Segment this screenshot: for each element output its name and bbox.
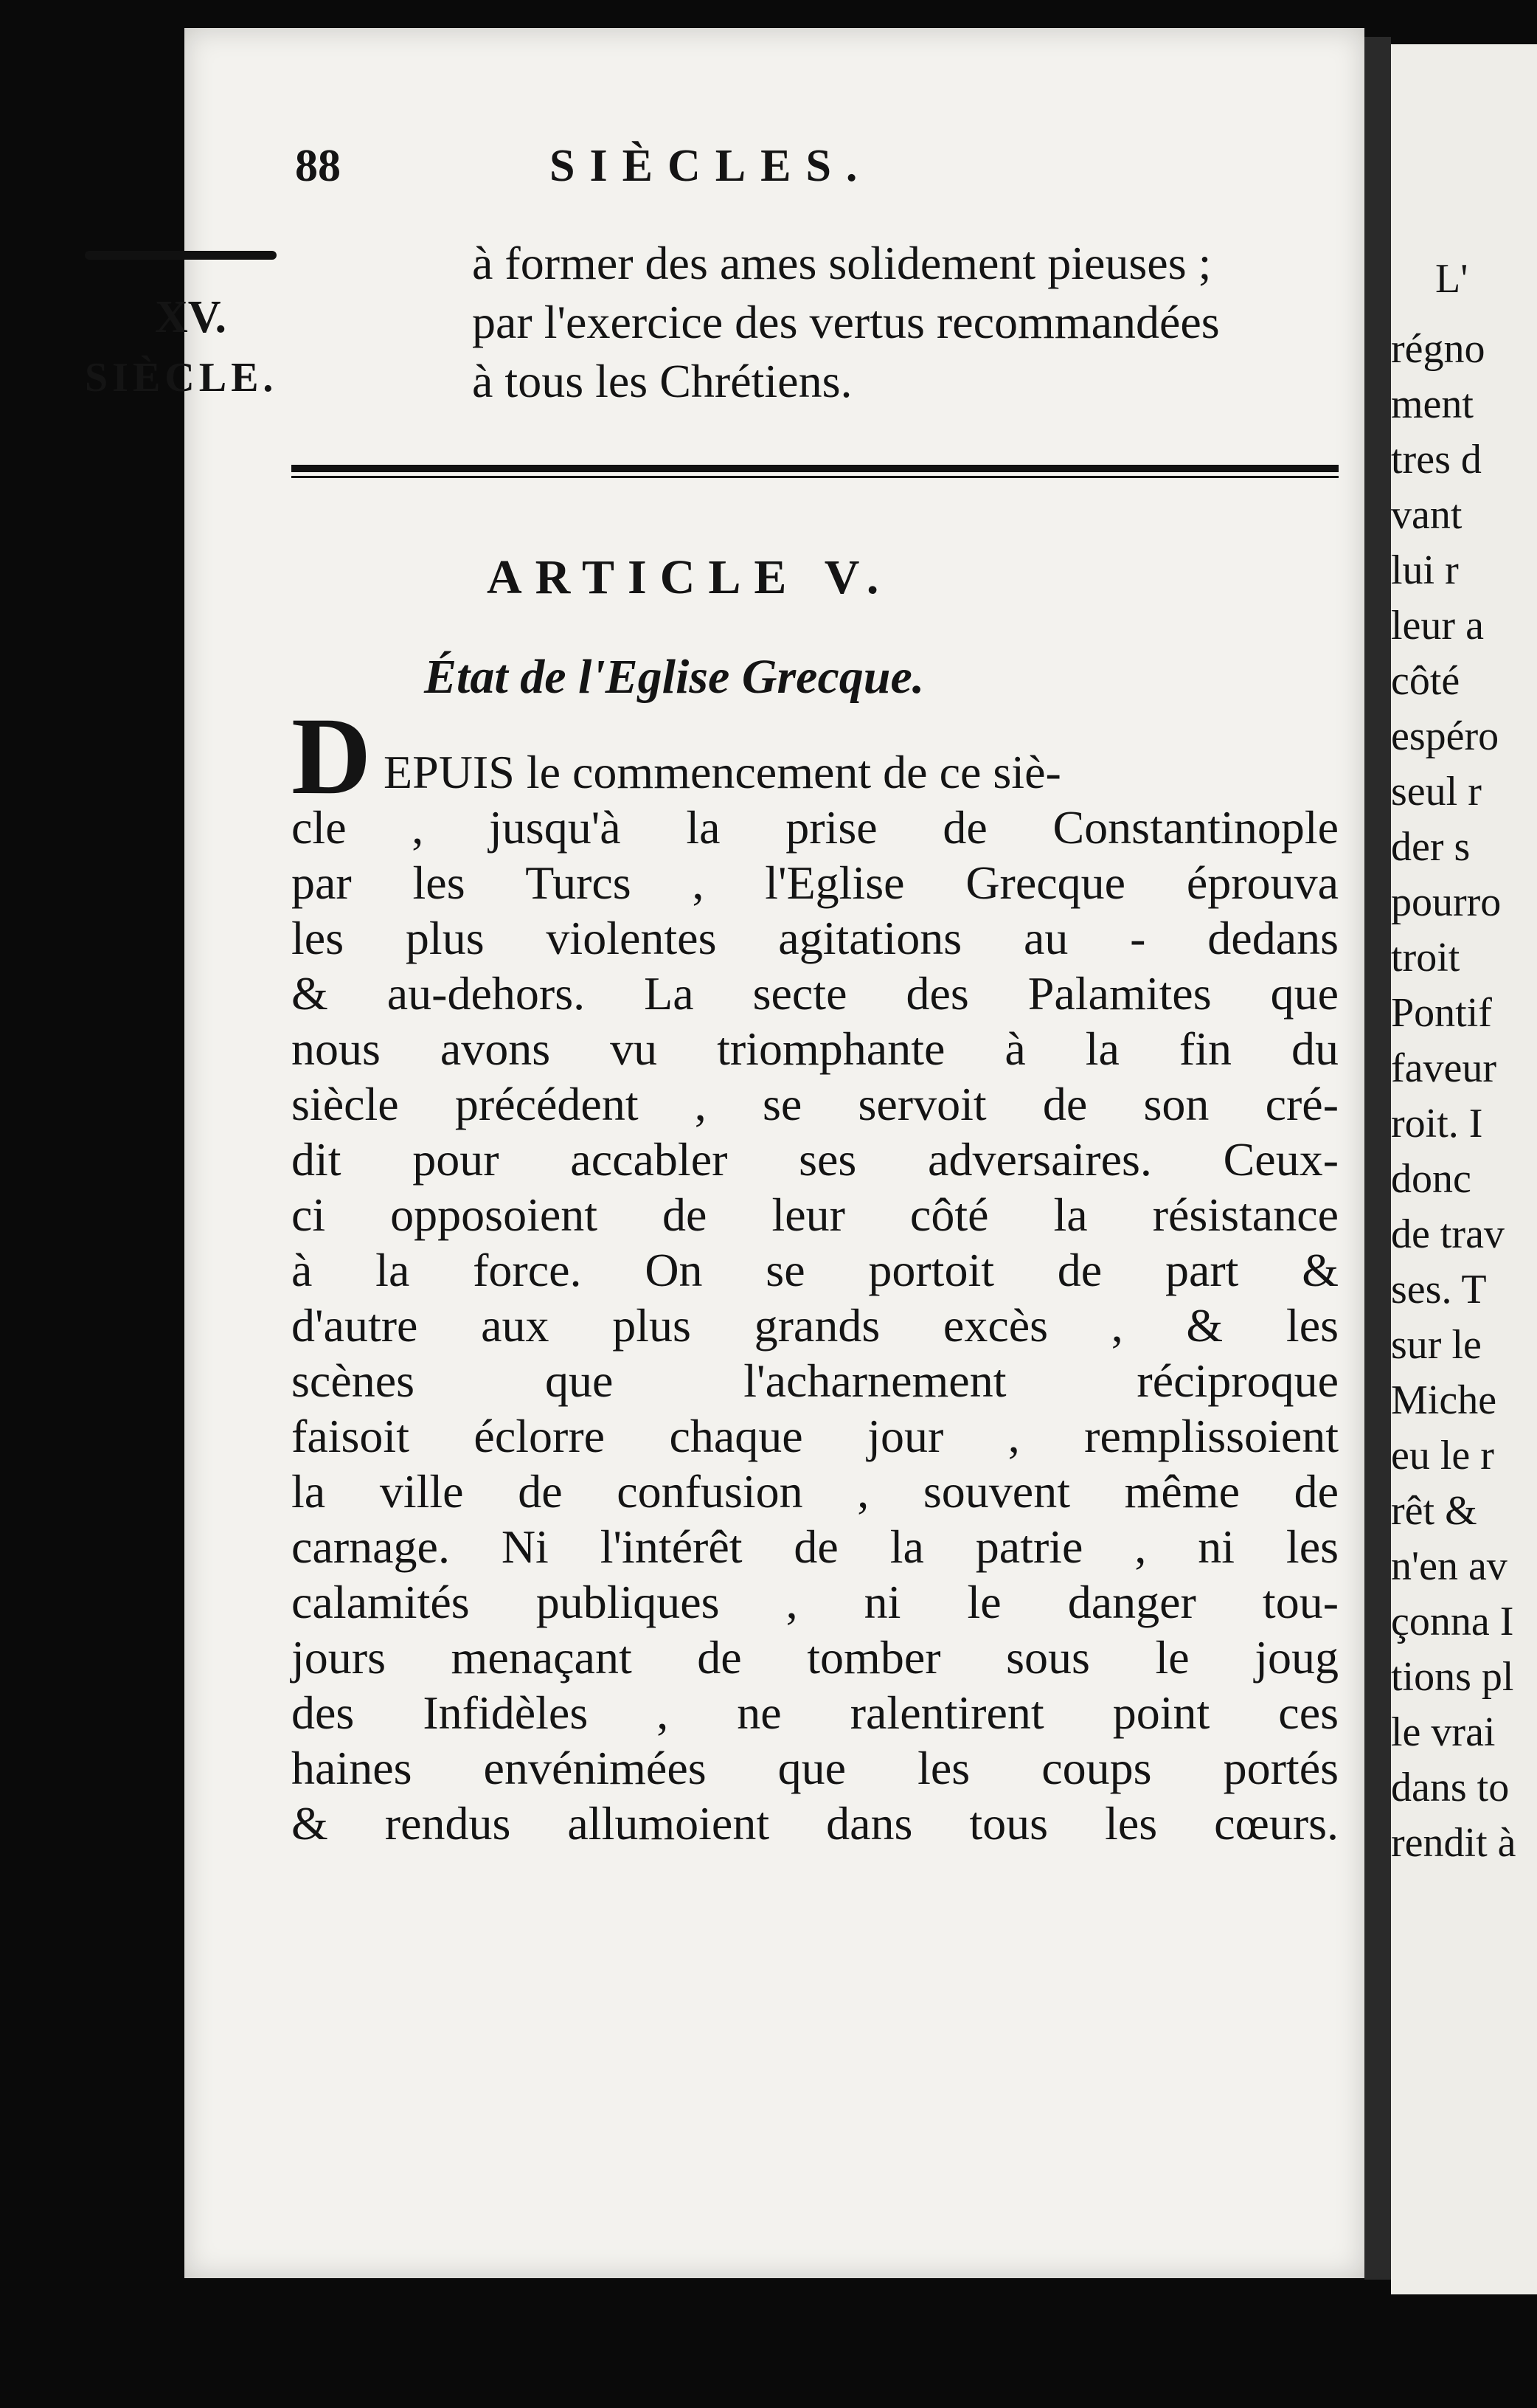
body-line: jours menaçant de tomber sous le joug [291,1631,1339,1684]
margin-rule [85,251,277,260]
facing-page-line: tions pl [1391,1654,1514,1700]
facing-page-line: rendit à [1391,1820,1516,1866]
body-line: faisoit éclorre chaque jour , remplissoient [291,1410,1339,1462]
facing-page-line: côté [1391,658,1460,704]
facing-page [1391,44,1537,2294]
facing-page-line: seul r [1391,769,1482,814]
body-line: & au-dehors. La secte des Palamites que [291,967,1339,1020]
facing-page-line: roit. I [1391,1101,1483,1146]
facing-page-line: donc [1391,1156,1471,1202]
drop-cap: D [291,695,372,817]
body-line: les plus violentes agitations au - dedans [291,912,1339,964]
body-line: haines envénimées que les coups portés [291,1742,1339,1794]
facing-page-line: faveur [1391,1045,1497,1091]
body-line: d'autre aux plus grands excès , & les [291,1299,1339,1352]
facing-page-line: eu le r [1391,1433,1494,1478]
facing-page-line: pourro [1391,879,1502,925]
opening-line: à tous les Chrétiens. [472,355,853,407]
facing-page-line: le vrai [1391,1709,1496,1755]
running-title: SIÈCLES. [549,141,872,191]
facing-page-line: leur a [1391,603,1484,648]
body-line: calamités publiques , ni le danger tou- [291,1576,1339,1628]
facing-page-line: tres d [1391,437,1482,482]
article-subtitle: État de l'Eglise Grecque. [424,650,925,704]
facing-page-line: régno [1391,326,1485,372]
facing-page-line: Miche [1391,1377,1497,1423]
facing-page-line: espéro [1391,713,1499,759]
body-line: ci opposoient de leur côté la résistance [291,1189,1339,1241]
facing-page-line: der s [1391,824,1471,870]
facing-page-line: dans to [1391,1765,1510,1810]
facing-page-line: ses. T [1391,1267,1487,1312]
margin-century: XV. [155,292,227,342]
facing-page-line: L' [1435,256,1468,302]
facing-page-line: n'en av [1391,1543,1507,1589]
body-line: à la force. On se portoit de part & [291,1244,1339,1296]
opening-line: par l'exercice des vertus recommandées [472,296,1220,348]
body-first-line: EPUIS le commencement de ce siè- [384,746,1061,798]
page-number: 88 [295,141,341,191]
body-line: scènes que l'acharnement réciproque [291,1354,1339,1407]
facing-page-line: çonna I [1391,1599,1514,1644]
body-line: par les Turcs , l'Eglise Grecque éprouva [291,857,1339,909]
margin-siecle-label: SIÈCLE. [85,355,278,401]
facing-page-line: de trav [1391,1211,1505,1257]
body-line: nous avons vu triomphante à la fin du [291,1023,1339,1075]
body-line: des Infidèles , ne ralentirent point ces [291,1686,1339,1739]
body-line: cle , jusqu'à la prise de Constantinople [291,801,1339,854]
facing-page-line: vant [1391,492,1463,538]
facing-page-line: rêt & [1391,1488,1477,1534]
body-line: dit pour accabler ses adversaires. Ceux- [291,1133,1339,1186]
section-divider-thin [291,476,1339,478]
body-line: la ville de confusion , souvent même de [291,1465,1339,1518]
body-line: siècle précédent , se servoit de son cré- [291,1078,1339,1130]
body-line: carnage. Ni l'intérêt de la patrie , ni les [291,1520,1339,1573]
facing-page-line: troit [1391,935,1460,980]
facing-page-line: lui r [1391,547,1459,593]
facing-page-line: Pontif [1391,990,1492,1036]
section-divider [291,465,1339,472]
page-gutter [1364,37,1391,2280]
body-line: & rendus allumoient dans tous les cœurs. [291,1797,1339,1850]
facing-page-line: ment [1391,381,1474,427]
opening-line: à former des ames solidement pieuses ; [472,237,1212,289]
facing-page-line: sur le [1391,1322,1482,1368]
article-title: ARTICLE V. [487,550,892,604]
